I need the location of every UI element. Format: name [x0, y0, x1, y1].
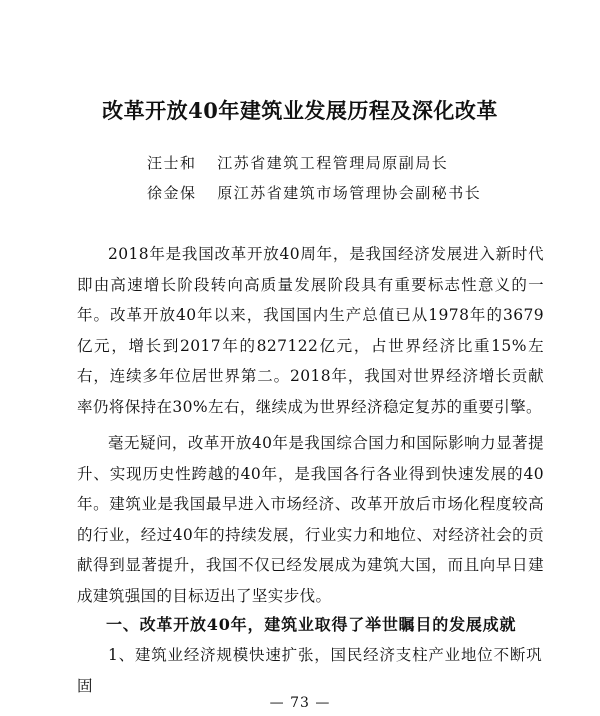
author-role: 江苏省建筑工程管理局原副局长: [217, 154, 449, 172]
author-name: 徐金保: [147, 184, 197, 202]
section-heading: 一、改革开放40年，建筑业取得了举世瞩目的发展成就: [106, 615, 517, 634]
body-paragraph: 毫无疑问，改革开放40年是我国综合国力和国际影响力显著提升、实现历史性跨越的40年，是我国各行各业得到快速发展的40年。建筑业是我国最早进入市场经济、改革开放后市场化程度较高的行业，经过40年的持续发展，行业实力和地位、对经济社会的贡献得到显著提升，我国不仅已经发展成为建筑大国，而且向早日建成建筑强国的目标迈出了坚实步伐。: [77, 434, 544, 605]
author-line: [147, 152, 448, 173]
author-line: [147, 182, 481, 203]
paragraph-block: [77, 239, 544, 422]
author-name: 汪士和: [147, 154, 197, 172]
author-role: 原江苏省建筑市场管理协会副秘书长: [217, 184, 482, 202]
body-paragraph: 2018年是我国改革开放40周年，是我国经济发展进入新时代即由高速增长阶段转向高质量发展阶段具有重要标志性意义的一年。改革开放40年以来，我国国内生产总值已从1978年的3679亿元，增长到2017年的827122亿元，占世界经济比重15%左右，连续多年位居世界第二。2018年，我国对世界经济增长贡献率仍将保持在30%左右，继续成为世界经济稳定复苏的重要引擎。: [77, 245, 544, 416]
page-number: — 73 —: [269, 695, 331, 711]
sub-heading: 1、建筑业经济规模快速扩张，国民经济支柱产业地位不断巩固: [77, 646, 543, 695]
paragraph-block: [77, 428, 544, 611]
document-title: 改革开放40年建筑业发展历程及深化改革: [102, 98, 498, 123]
sub-heading-block: [77, 640, 544, 701]
